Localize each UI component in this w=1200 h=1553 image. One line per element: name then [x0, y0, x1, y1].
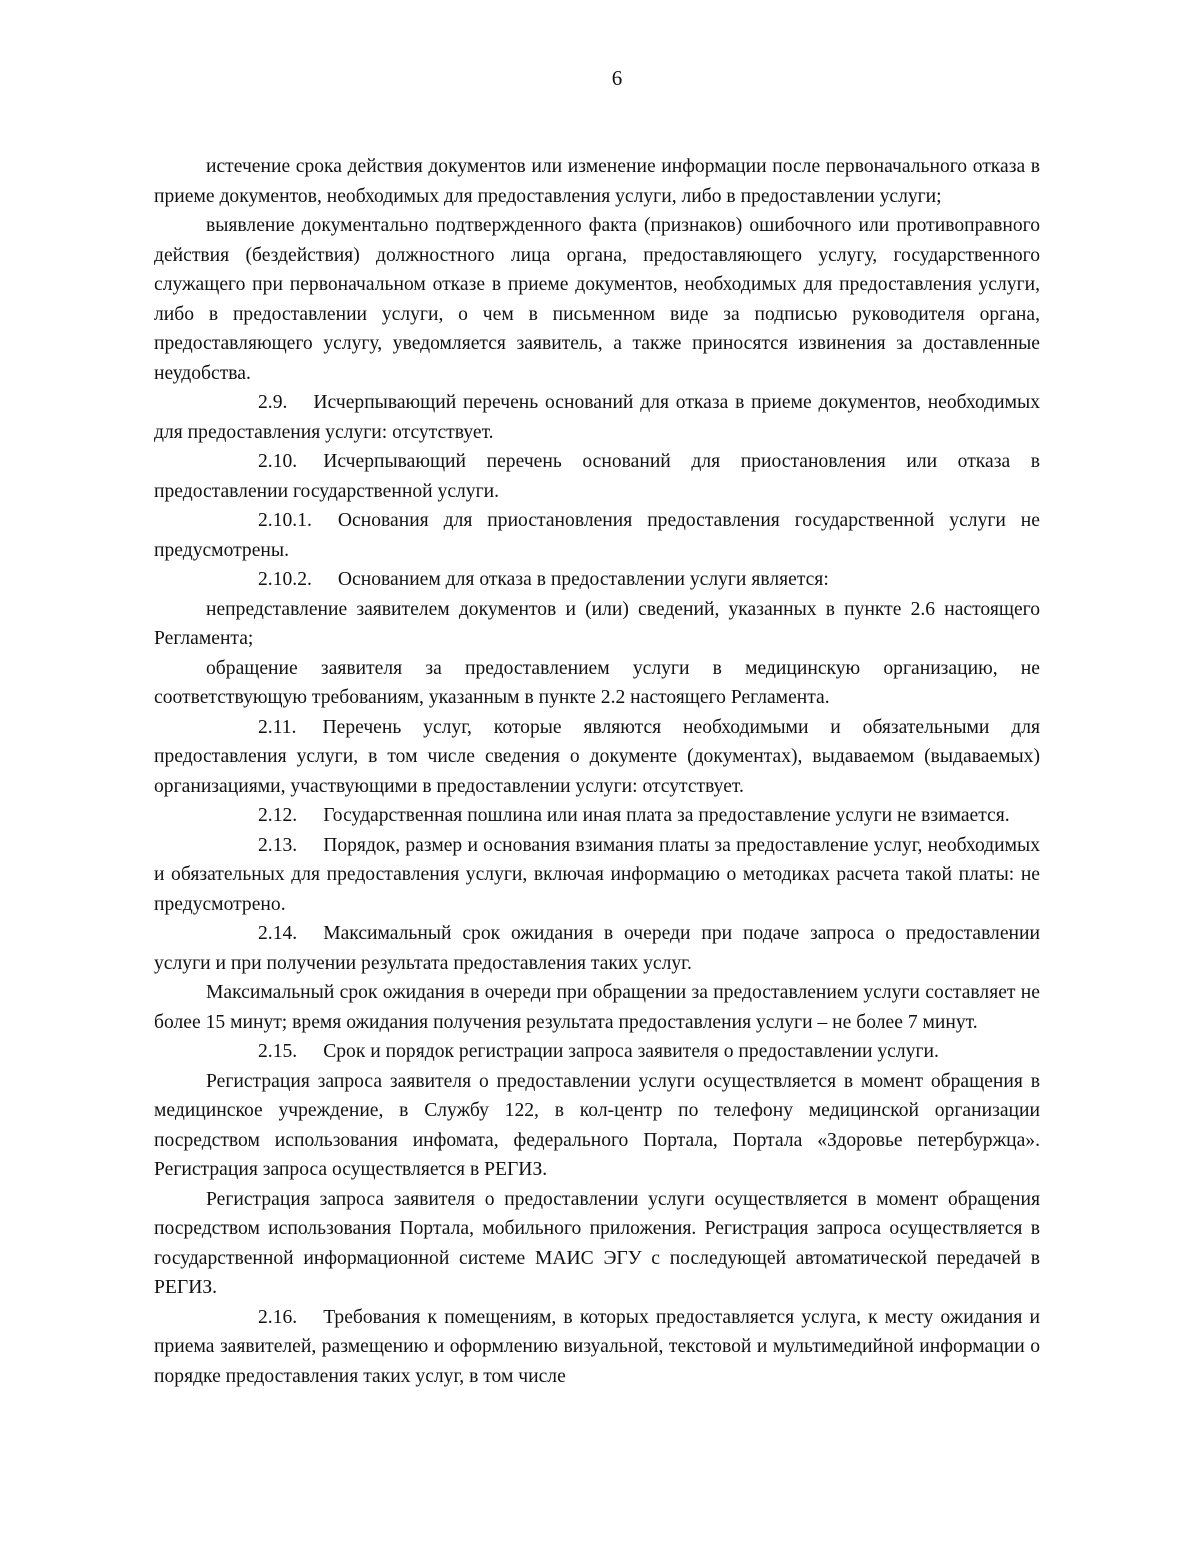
paragraph: [154, 1185, 1040, 1303]
paragraph-text: обращение заявителя за предоставлением услуги в медицинскую организацию, не соответствующую требованиям, указанным в пункте 2.2 настоящего Регламента.: [154, 657, 1040, 708]
paragraph-text: Порядок, размер и основания взимания платы за предоставление услуг, необходимых и обязательных для предоставления услуги, включая информацию о методиках расчета такой платы: не предусмотрено.: [154, 834, 1040, 915]
paragraph: [154, 919, 1040, 978]
paragraph-text: Основания для приостановления предоставления государственной услуги не предусмотрены.: [154, 510, 1040, 561]
clause-number: 2.16.: [258, 1306, 298, 1328]
paragraph: [154, 713, 1040, 802]
paragraph-text: Регистрация запроса заявителя о предоставлении услуги осуществляется в момент обращения в медицинское учреждение, в Службу 122, в кол-центр по телефону медицинской организации посредством использования инфомата, федерального Портала, Портала «Здоровье петербуржца». Регистрация запроса осуществляется в РЕГИЗ.: [154, 1070, 1040, 1180]
paragraph: [154, 1067, 1040, 1185]
clause-number: 2.11.: [258, 716, 297, 738]
paragraph-text: Основанием для отказа в предоставлении услуги является:: [337, 569, 829, 590]
paragraph: [154, 211, 1040, 388]
clause-number: 2.12.: [258, 805, 298, 826]
clause-number: 2.10.1.: [258, 510, 312, 531]
paragraph: [154, 831, 1040, 920]
paragraph-text: выявление документально подтвержденного факта (признаков) ошибочного или противоправного действия (бездействия) должностного лица органа, предоставляющего услугу, государственного служащего при первоначальном отказе в приеме документов, необходимых для предоставления услуги, либо в предоставлении услуги, о чем в письменном виде за подписью руководителя органа, предоставляющего услугу, уведомляется заявитель, а также приносятся извинения за доставленные неудобства.: [154, 215, 1040, 384]
paragraph: [154, 801, 1040, 831]
paragraph: [154, 447, 1040, 506]
clause-number: 2.9.: [258, 392, 288, 413]
paragraph: [154, 152, 1040, 211]
clause-number: 2.10.: [258, 451, 298, 472]
paragraph-text: Регистрация запроса заявителя о предоставлении услуги осуществляется в момент обращения посредством использования Портала, мобильного приложения. Регистрация запроса осуществляется в государственной информационной системе МАИС ЭГУ с последующей автоматической передачей в РЕГИЗ.: [154, 1188, 1040, 1298]
paragraph: [154, 654, 1040, 713]
paragraph-text: Максимальный срок ожидания в очереди при обращении за предоставлением услуги составляет не более 15 минут; время ожидания получения результата предоставления услуги – не более 7 минут.: [154, 982, 1040, 1033]
paragraph: [154, 506, 1040, 565]
paragraph-text: непредставление заявителем документов и (или) сведений, указанных в пункте 2.6 настоящего Регламента;: [154, 598, 1040, 649]
paragraph: [154, 388, 1040, 447]
paragraph-text: Требования к помещениям, в которых предоставляется услуга, к месту ожидания и приема заявителей, размещению и оформлению визуальной, текстовой и мультимедийной информации о порядке предоставления таких услуг, в том числе: [154, 1306, 1040, 1387]
paragraph-text: Срок и порядок регистрации запроса заявителя о предоставлении услуги.: [323, 1041, 939, 1062]
clause-number: 2.10.2.: [258, 569, 312, 590]
paragraph-text: Максимальный срок ожидания в очереди при подаче запроса о предоставлении услуги и при получении результата предоставления таких услуг.: [154, 923, 1040, 974]
clause-number: 2.13.: [258, 834, 298, 856]
paragraph: [154, 978, 1040, 1037]
clause-number: 2.14.: [258, 923, 298, 944]
paragraph-text: Перечень услуг, которые являются необходимыми и обязательными для предоставления услуги, в том числе сведения о документе (документах), выдаваемом (выдаваемых) организациями, участвующими в предоставлении услуги: отсутствует.: [154, 716, 1040, 797]
document-body: [154, 152, 1040, 1391]
paragraph: [154, 1303, 1040, 1392]
paragraph-text: Исчерпывающий перечень оснований для приостановления или отказа в предоставлении государственной услуги.: [154, 451, 1040, 502]
paragraph-text: Государственная пошлина или иная плата за предоставление услуги не взимается.: [323, 805, 1010, 826]
paragraph: [154, 595, 1040, 654]
paragraph: [154, 1037, 1040, 1067]
paragraph-text: истечение срока действия документов или изменение информации после первоначального отказа в приеме документов, необходимых для предоставления услуги, либо в предоставлении услуги;: [154, 156, 1040, 207]
paragraph: [154, 565, 1040, 595]
clause-number: 2.15.: [258, 1041, 298, 1062]
paragraph-text: Исчерпывающий перечень оснований для отказа в приеме документов, необходимых для предоставления услуги: отсутствует.: [154, 392, 1040, 443]
page-number: 6: [611, 66, 623, 90]
